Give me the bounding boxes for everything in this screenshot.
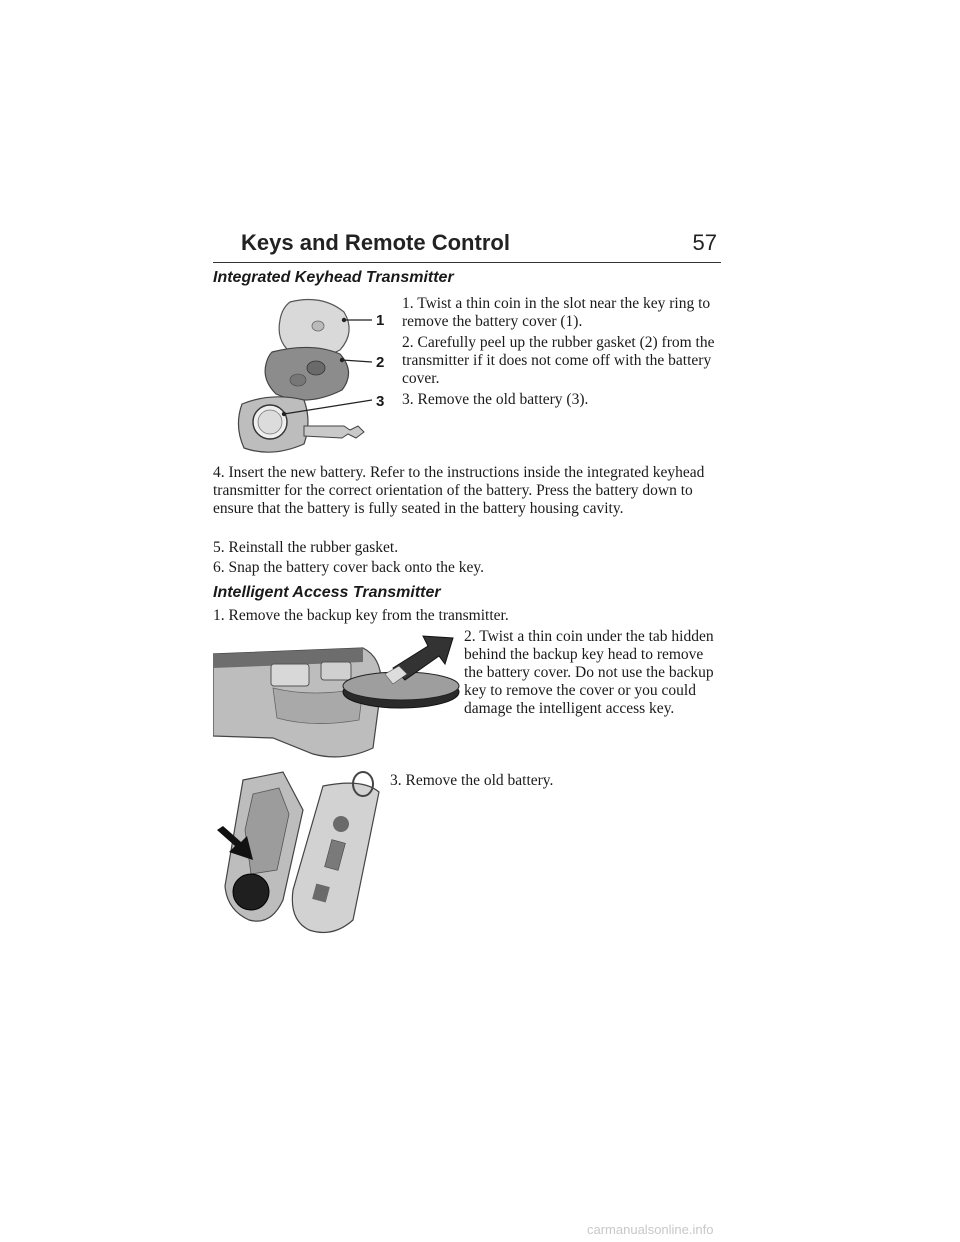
step-4-text: 4. Insert the new battery. Refer to the instructions inside the integrated keyhead transmitter for the correct orientation of the battery. Press the battery down to ensure that the battery is fully seated in the battery housing cavity. bbox=[213, 464, 705, 517]
keyhead-transmitter-figure bbox=[232, 292, 392, 462]
cover-removal-figure bbox=[213, 628, 463, 762]
page-number: 57 bbox=[692, 230, 717, 255]
step-2-text: 2. Carefully peel up the rubber gasket (2) from the transmitter if it does not come off with the battery cover. bbox=[402, 334, 715, 387]
section-title: Keys and Remote Control bbox=[241, 230, 510, 255]
rubber-gasket-part bbox=[265, 347, 348, 400]
step-3-text: 3. Remove the old battery (3). bbox=[402, 391, 589, 408]
callout-2: 2 bbox=[376, 354, 385, 371]
ia-step-2-text: 2. Twist a thin coin under the tab hidden behind the backup key head to remove the battery cover. Do not use the backup key to remove the cover or you could damage the intelligent access key. bbox=[464, 628, 714, 717]
subheading-integrated-keyhead: Integrated Keyhead Transmitter bbox=[213, 269, 454, 286]
callout-1: 1 bbox=[376, 312, 385, 329]
subheading-intelligent-access: Intelligent Access Transmitter bbox=[213, 584, 441, 601]
step-1-text: 1. Twist a thin coin in the slot near the key ring to remove the battery cover (1). bbox=[402, 295, 711, 330]
intelligent-access-key-figure bbox=[213, 770, 393, 940]
ia-step-3-text: 3. Remove the old battery. bbox=[390, 772, 554, 789]
step-5-text: 5. Reinstall the rubber gasket. bbox=[213, 539, 399, 556]
ia-step-1-text: 1. Remove the backup key from the transmitter. bbox=[213, 607, 509, 624]
step-6-text: 6. Snap the battery cover back onto the key. bbox=[213, 559, 485, 576]
page-header bbox=[213, 228, 721, 263]
callout-3: 3 bbox=[376, 393, 385, 410]
key-with-battery-part bbox=[238, 397, 364, 452]
watermark: carmanualsonline.info bbox=[587, 1222, 714, 1237]
